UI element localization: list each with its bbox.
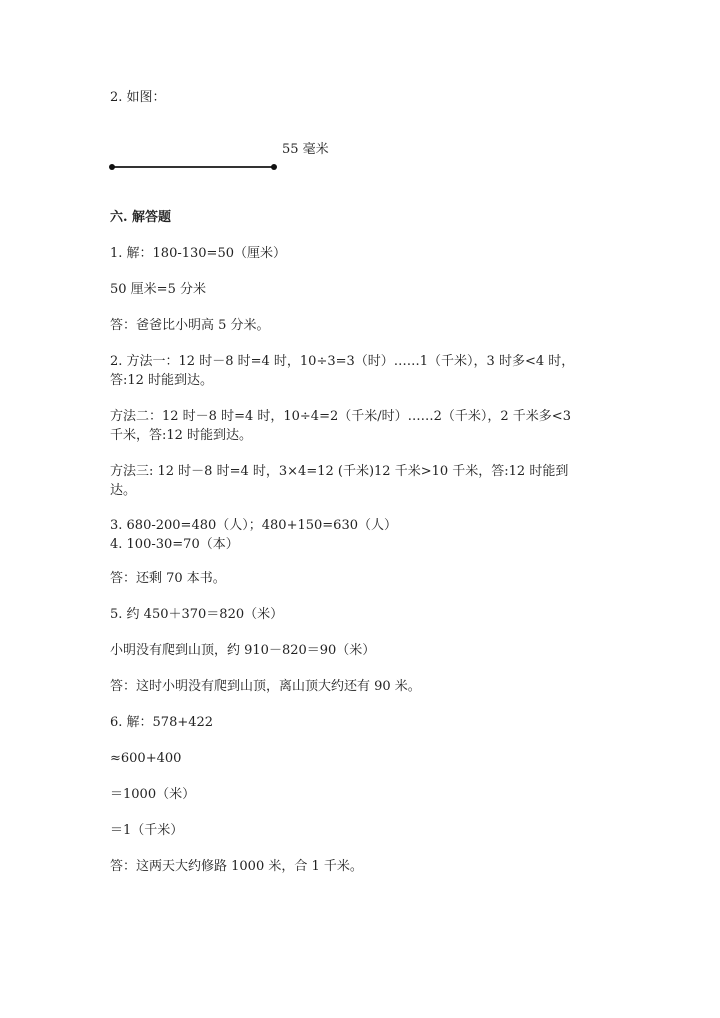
section-title: 六. 解答题 — [110, 210, 172, 225]
answer-6-line-1: 6. 解：578+422 — [110, 715, 214, 730]
answer-4-conclusion: 答：还剩 70 本书。 — [110, 571, 226, 586]
answer-2-method-3-line-2: 达。 — [110, 483, 137, 498]
answer-2-method-1-line-2: 答:12 时能到达。 — [110, 373, 214, 388]
answer-5-conclusion: 答：这时小明没有爬到山顶，离山顶大约还有 90 米。 — [110, 679, 421, 694]
segment-length-label: 55 毫米 — [282, 142, 329, 157]
answer-1-line-2: 50 厘米=5 分米 — [110, 282, 206, 297]
answer-2-method-2-line-1: 方法二：12 时－8 时=4 时，10÷4=2（千米/时）……2（千米），2 千米多<3 — [110, 409, 571, 424]
answer-1-line-1: 1. 解：180-130=50（厘米） — [110, 246, 286, 261]
answer-3-line-1: 3. 680-200=480（人）；480+150=630（人） — [110, 518, 397, 533]
answer-5-line-2: 小明没有爬到山顶，约 910－820＝90（米） — [110, 643, 376, 658]
segment-endpoint-right — [271, 164, 277, 170]
answer-2-method-1-line-1: 2. 方法一：12 时－8 时=4 时，10÷3=3（时）……1（千米），3 时多<4 时， — [110, 354, 575, 369]
answer-1-conclusion: 答：爸爸比小明高 5 分米。 — [110, 318, 270, 333]
answer-5-line-1: 5. 约 450＋370＝820（米） — [110, 607, 284, 622]
answer-6-conclusion: 答：这两天大约修路 1000 米，合 1 千米。 — [110, 859, 363, 874]
answer-6-line-3: ＝1000（米） — [110, 787, 196, 802]
line-segment — [112, 166, 274, 168]
segment-endpoint-left — [109, 164, 115, 170]
answer-6-line-4: ＝1（千米） — [110, 823, 184, 838]
answer-2-method-3-line-1: 方法三: 12 时－8 时=4 时，3×4=12 (千米)12 千米>10 千米，答:12 时能到 — [110, 464, 569, 479]
question-2-heading: 2. 如图： — [110, 90, 166, 105]
answer-2-method-2-line-2: 千米，答:12 时能到达。 — [110, 428, 253, 443]
answer-6-line-2: ≈600+400 — [110, 751, 182, 766]
answer-4-line-1: 4. 100-30=70（本） — [110, 537, 239, 552]
